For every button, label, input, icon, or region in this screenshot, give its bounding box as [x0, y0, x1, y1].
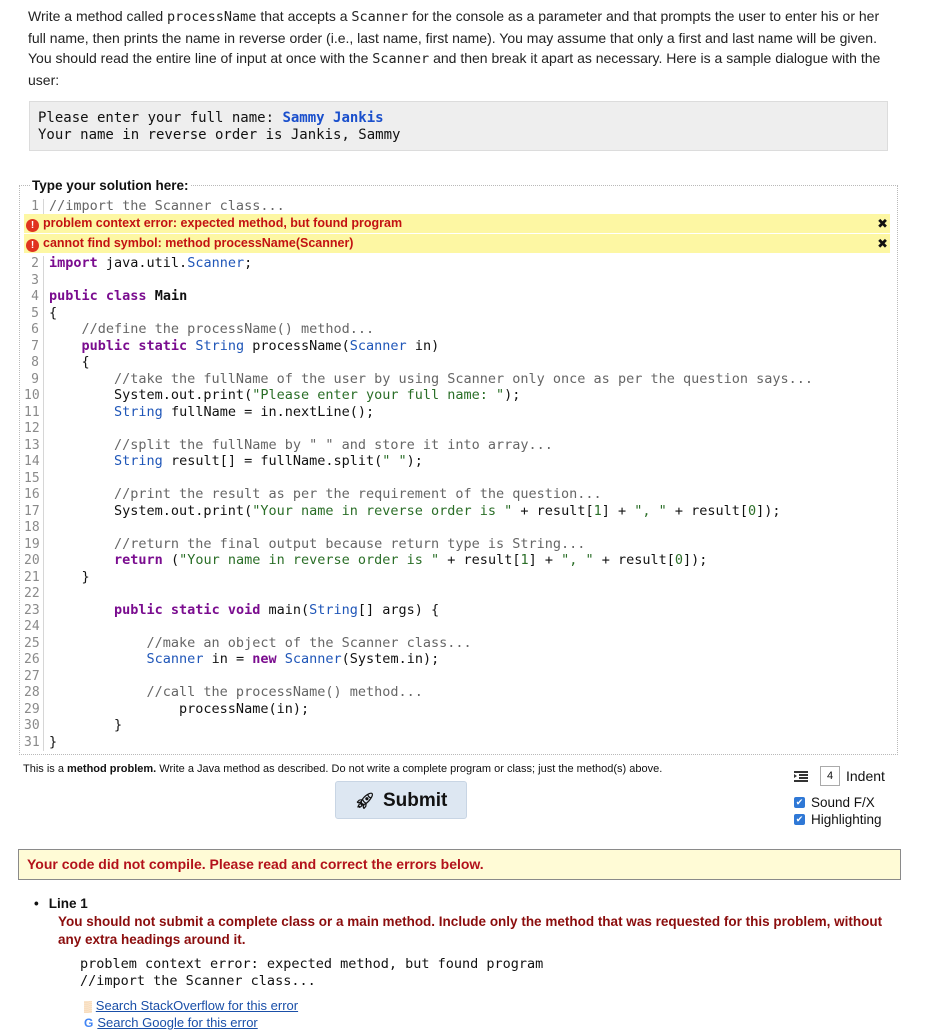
line-number: 16 [24, 487, 44, 504]
line-number: 23 [24, 603, 44, 620]
checkbox-checked-icon[interactable]: ✔ [795, 814, 804, 824]
close-icon[interactable]: ✖ [877, 216, 888, 231]
line-number: 15 [24, 471, 44, 488]
code-line[interactable]: 20 return ("Your name in reverse order is " + result[1] + ", " + result[0]); [24, 552, 708, 568]
hint-bold: method problem. [67, 763, 157, 775]
line-number: 28 [24, 685, 44, 702]
highlighting-toggle[interactable] [794, 811, 885, 828]
code-line[interactable]: 16 //print the result as per the requirement of the question... [24, 486, 602, 502]
code-line[interactable] [24, 618, 890, 635]
code-line[interactable]: 29 processName(in); [24, 700, 310, 717]
rocket-icon: 🚀︎ [354, 793, 375, 810]
line-number: 11 [24, 405, 44, 422]
code-line[interactable]: 19 //return the final output because return type is String... [24, 535, 586, 552]
line-number: 27 [24, 669, 44, 686]
line-number: 25 [24, 636, 44, 653]
compile-error-banner: Your code did not compile. Please read and correct the errors below. [18, 849, 901, 880]
prompt-code-scanner: Scanner [351, 9, 409, 25]
code-line[interactable] [24, 272, 890, 289]
line-number: 29 [24, 702, 44, 719]
error-details [34, 896, 894, 1031]
indent-control [794, 765, 885, 787]
submit-button[interactable] [335, 781, 467, 819]
line-number: 13 [24, 438, 44, 455]
line-number: 8 [24, 355, 44, 372]
problem-type-hint [23, 763, 662, 775]
indent-label: Indent [846, 768, 885, 784]
error-icon: ! [26, 239, 39, 252]
code-line[interactable]: 28 //call the processName() method... [24, 684, 423, 700]
line-number: 24 [24, 619, 44, 636]
line-number: 20 [24, 553, 44, 570]
prompt-text: Write a method called [28, 8, 168, 24]
code-line[interactable] [24, 519, 890, 536]
search-stackoverflow-link[interactable]: Search StackOverflow for this error [95, 998, 299, 1013]
line-number: 6 [24, 322, 44, 339]
indent-icon[interactable] [794, 771, 808, 782]
highlighting-label: Highlighting [811, 812, 882, 827]
prompt-code-method: processName [167, 9, 257, 25]
line-number: 21 [24, 570, 44, 587]
code-line[interactable]: 23 public static void main(String[] args) { [24, 601, 440, 618]
sound-fx-label: Sound F/X [811, 795, 875, 810]
indent-width-input[interactable]: 4 [820, 766, 840, 786]
code-line[interactable]: 6 //define the processName() method... [24, 321, 890, 338]
prompt-text: that accepts a [256, 8, 352, 24]
line-number: 12 [24, 421, 44, 438]
error-line-label: • Line 1 [34, 896, 894, 911]
line-number: 7 [24, 339, 44, 356]
sample-user-input: Sammy Jankis [282, 110, 384, 126]
sample-line-1: Please enter your full name: [38, 110, 283, 126]
line-number: 30 [24, 718, 44, 735]
stackoverflow-icon: ▒ [84, 1001, 92, 1013]
hint-text: Write a Java method as described. Do not write a complete program or class; just the method(s) above. [156, 763, 663, 775]
code-line[interactable]: 7 public static String processName(Scanner in) [24, 338, 890, 355]
error-message: problem context error: expected method, but found program [43, 216, 403, 230]
error-compiler-output [80, 956, 894, 990]
line-number: 31 [24, 735, 44, 752]
sample-line-2: Your name in reverse order is Jankis, Sammy [38, 127, 401, 143]
error-icon: ! [26, 219, 39, 232]
code-line[interactable]: 25 //make an object of the Scanner class... [24, 634, 472, 651]
line-number: 2 [24, 256, 44, 273]
compiler-message: problem context error: expected method, but found program [80, 956, 544, 972]
search-links [84, 998, 894, 1031]
code-line[interactable] [24, 420, 890, 437]
code-line[interactable] [24, 470, 890, 487]
code-line[interactable]: 10 System.out.print("Please enter your full name: "); [24, 387, 521, 403]
code-line[interactable]: 8 { [24, 354, 890, 371]
code-line[interactable]: 31 } [24, 733, 58, 750]
submit-label: Submit [382, 790, 448, 811]
code-line[interactable] [24, 668, 890, 685]
checkbox-checked-icon[interactable]: ✔ [795, 797, 804, 807]
code-line[interactable]: 14 String result[] = fullName.split(" "); [24, 453, 423, 469]
error-line [24, 234, 890, 253]
line-number: 9 [24, 372, 44, 389]
line-number: 4 [24, 289, 44, 306]
line-number: 1 [24, 199, 44, 216]
line-number: 5 [24, 306, 44, 323]
code-line[interactable]: 1 //import the Scanner class... [24, 198, 890, 215]
code-line[interactable]: 11 String fullName = in.nextLine(); [24, 403, 375, 420]
code-line[interactable]: 13 //split the fullName by " " and store it into array... [24, 436, 553, 453]
code-line[interactable]: 30 } [24, 717, 123, 733]
problem-description [28, 6, 896, 90]
prompt-text: and then break it apart as necessary. Here is a sample dialogue with the user: [28, 50, 881, 88]
code-line[interactable]: 17 System.out.print("Your name in reverse order is " + result[1] + ", " + result[0]); [24, 502, 781, 519]
hint-text: This is a [23, 763, 68, 775]
sample-dialogue [29, 101, 888, 151]
error-explanation: You should not submit a complete class or a main method. Include only the method that was requested for this problem, without any extra headings around it. [58, 914, 883, 947]
line-number: 26 [24, 652, 44, 669]
line-number: 10 [24, 388, 44, 405]
code-line[interactable]: 9 //take the fullName of the user by using Scanner only once as per the question says... [24, 371, 890, 388]
line-number: 19 [24, 537, 44, 554]
line-number: 18 [24, 520, 44, 537]
code-line[interactable]: 4 public class Main [24, 288, 890, 305]
sound-fx-toggle[interactable] [794, 794, 885, 811]
code-line[interactable]: 2 import java.util.Scanner; [24, 255, 890, 272]
line-number: 3 [24, 273, 44, 290]
prompt-code-scanner: Scanner [372, 51, 430, 67]
error-line [24, 214, 890, 233]
line-number: 17 [24, 504, 44, 521]
line-number: 14 [24, 454, 44, 471]
code-line[interactable]: 26 Scanner in = new Scanner(System.in); [24, 651, 440, 667]
line-number: 22 [24, 586, 44, 603]
close-icon[interactable]: ✖ [877, 236, 888, 251]
code-line[interactable]: 5 { [24, 305, 890, 322]
error-message: cannot find symbol: method processName(Scanner) [43, 236, 354, 250]
code-line[interactable]: 21 } [24, 568, 90, 585]
google-icon: G [84, 1016, 94, 1030]
search-google-link[interactable]: Search Google for this error [97, 1015, 258, 1030]
offending-code: //import the Scanner class... [80, 973, 316, 989]
editor-title: Type your solution here: [32, 178, 189, 193]
code-line[interactable] [24, 585, 890, 602]
editor-options [794, 765, 885, 828]
prompt-text: for the console as a parameter and that prompts the user to enter his or her full name, then prints the name in reverse order (i.e., last name, first name). You may assume that only a first and last name will be given. You should read the entire line of input at once with the [28, 8, 880, 66]
